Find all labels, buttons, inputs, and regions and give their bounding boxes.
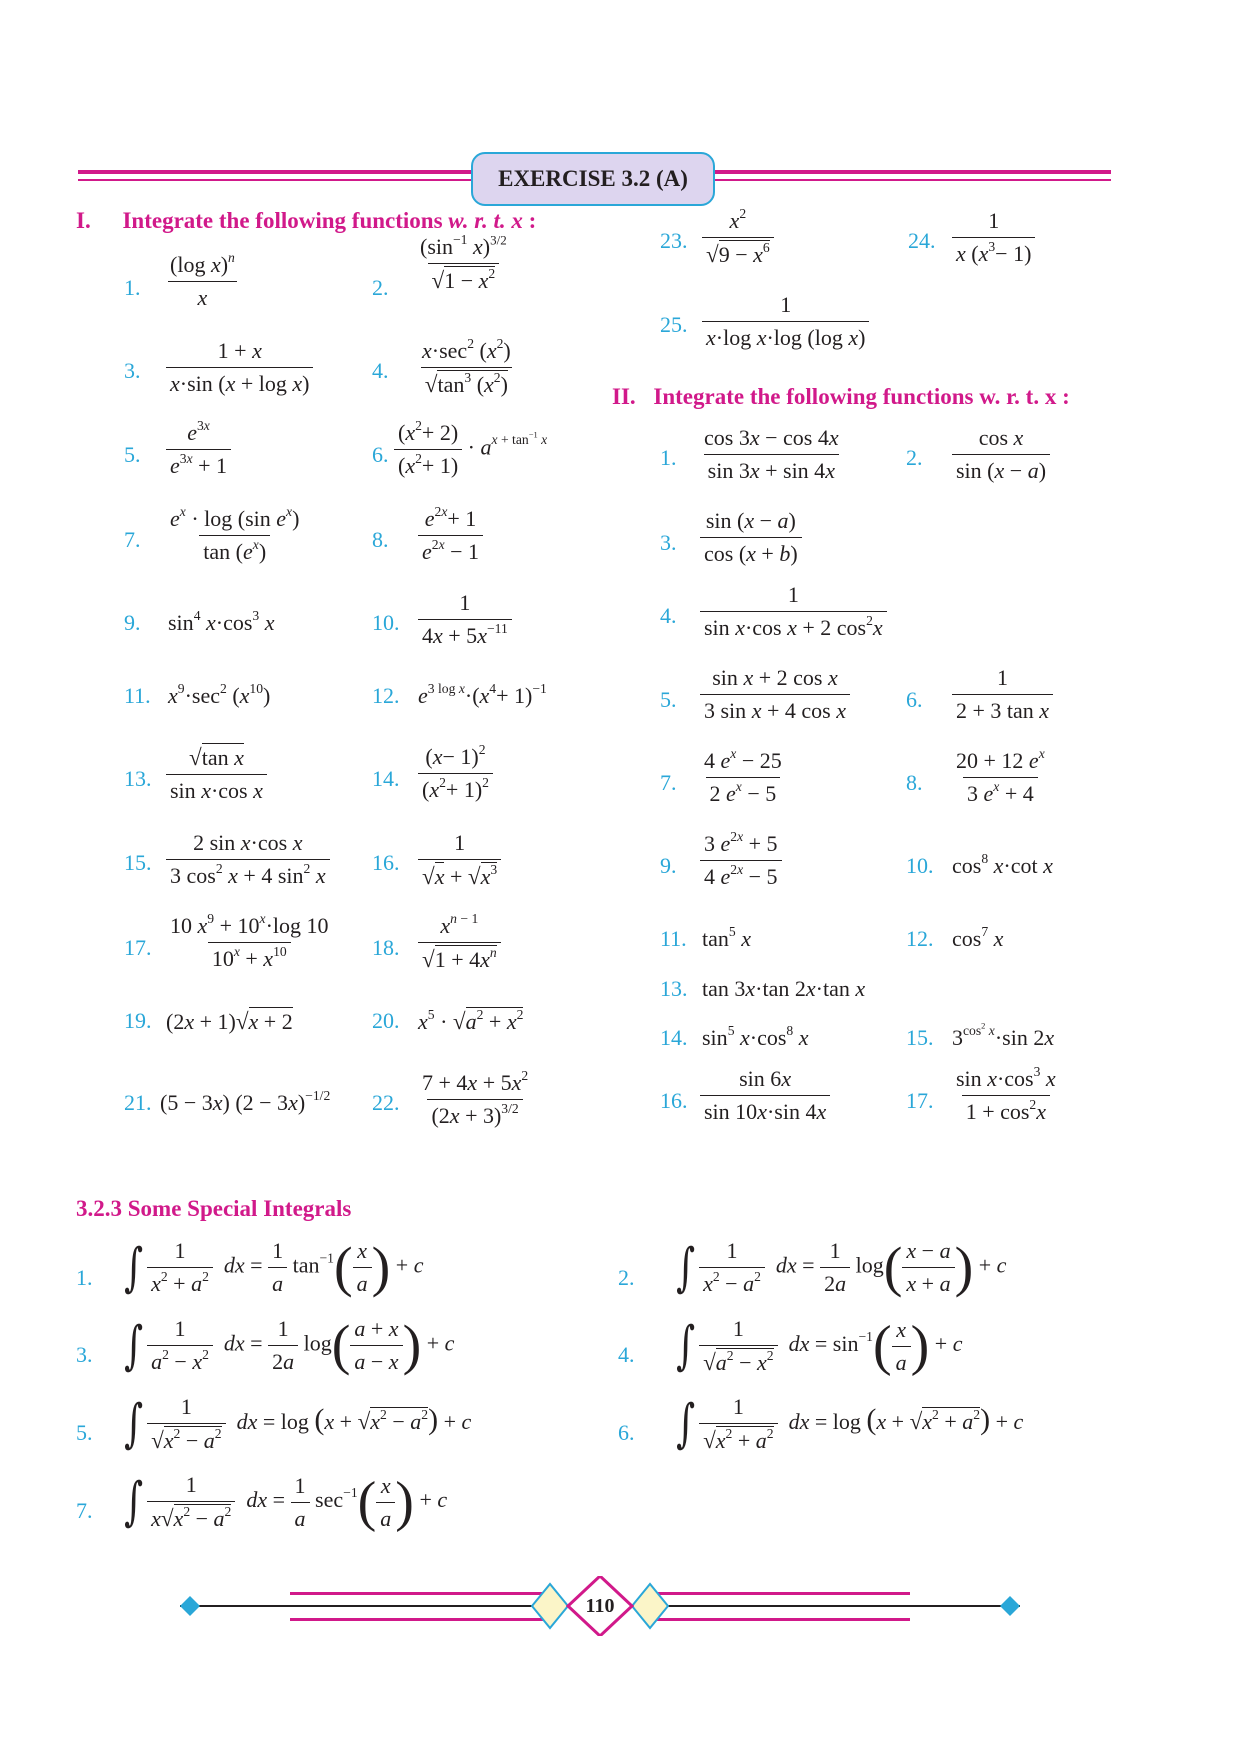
q22-number: 22. [372, 1090, 400, 1115]
q14-expression: $\frac{(x- 1)^2}{(x^2+ 1)^2}$ [418, 744, 493, 803]
special-5-number: 5. [76, 1420, 93, 1445]
q11-expression: $x^9\cdot\sec^2$ $(x^{10})$ [168, 680, 271, 708]
q6-number: 6. [372, 442, 389, 467]
section-2-roman: II. [612, 384, 636, 409]
q11-number: 11. [124, 683, 151, 708]
s2-q8-number: 8. [906, 770, 923, 795]
s2-q7-expression: $\frac{4 e^x - 25}{2 e^x - 5}$ [704, 745, 782, 806]
q5-number: 5. [124, 442, 141, 467]
q15-expression: $\frac{\text{2 sin x·cos x}}{3 \cos^2 x + 4 \sin^2 x}$ [166, 830, 330, 889]
s2-q5-number: 5. [660, 687, 677, 712]
q18-expression: $\frac{x^{n - 1}}{√1 + 4x^n}$ [418, 913, 501, 973]
q7-number: 7. [124, 527, 141, 552]
q16-expression: $\frac{1}{√x + √x^3}$ [418, 830, 501, 890]
q13-expression: $\frac{\text{√tan x}}{\text{sin x·cos x}}$ [166, 744, 267, 804]
q9-number: 9. [124, 610, 141, 635]
s2-q5-expression: $\frac{\text{sin x + 2 cos x}}{\text{3 sin x + 4 cos x}}$ [700, 665, 850, 724]
q6-expression: $\frac{(x^2+ 2)}{(x^2+ 1)}$ · $a^{x + tan^{-1} x}$ [394, 420, 547, 479]
special-3-number: 3. [76, 1342, 93, 1367]
q7-expression: $\frac{e^x \cdot \log (\sin e^x)}{\tan (e^x)}$ [170, 503, 300, 564]
q12-expression: $e^{3 log x}\cdot(x^4+ 1)^{-1}$ [418, 680, 547, 708]
s2-q17-number: 17. [906, 1088, 934, 1113]
s2-q2-number: 2. [906, 445, 923, 470]
s2-q4-expression: $\frac{1}{\sin x\cdot\cos x + 2 \cos^2x}$ [700, 582, 887, 641]
s2-q3-number: 3. [660, 530, 677, 555]
s2-q15-number: 15. [906, 1025, 934, 1050]
s2-q15-expression: $3^{cos^2 x}\cdot\sin$ 2x [952, 1020, 1055, 1050]
q1-number: 1. [124, 275, 141, 300]
special-4-number: 4. [618, 1342, 635, 1367]
special-1-number: 1. [76, 1265, 93, 1290]
q25-number: 25. [660, 312, 688, 337]
q24-number: 24. [908, 228, 936, 253]
special-6-number: 6. [618, 1420, 635, 1445]
s2-q17-expression: $\frac{\sin x\cdot\cos^3 x}{1 + \cos^2x}$ [956, 1063, 1056, 1124]
header-rule-left-top [78, 170, 472, 174]
q8-expression: $\frac{e^{2x}+ 1}{e^{2x} - 1}$ [418, 506, 483, 565]
s2-q14-number: 14. [660, 1025, 688, 1050]
s2-q12-expression: $\cos^7 x$ [952, 923, 1004, 951]
s2-q6-expression: $\frac{1}{\text{2 + 3 tan x}}$ [952, 665, 1053, 724]
q19-number: 19. [124, 1008, 152, 1033]
section-1-heading-text: Integrate the following functions [122, 208, 443, 233]
special-2-number: 2. [618, 1265, 635, 1290]
special-1-formula: ∫ $\frac{1}{x^2 + a^2}$ dx = $\frac{1}{a}$ $\tan^{-1}$( $\frac{x}{a}$ ) + c [124, 1236, 424, 1299]
q14-number: 14. [372, 766, 400, 791]
s2-q10-number: 10. [906, 853, 934, 878]
s2-q8-expression: $\frac{20 + 12 e^x}{3 e^x + 4}$ [956, 745, 1045, 806]
s2-q13-number: 13. [660, 976, 688, 1001]
q13-number: 13. [124, 766, 152, 791]
s2-q14-expression: $\sin^5 x\cdot\cos^8$ x [702, 1022, 809, 1050]
section-1-heading [76, 208, 536, 234]
special-7-formula: ∫ $\frac{1}{x√x^2 - a^2}$ dx = $\frac{1}{a}$ $\sec^{-1}$( $\frac{x}{a}$ ) + c [124, 1471, 448, 1533]
q9-expression: $\sin^4 x\cdot\cos^3$ x [168, 607, 275, 635]
s2-q1-expression: $\frac{\cos 3x - \cos 4x}{\sin 3x + \sin 4x}$ [704, 425, 839, 483]
q15-number: 15. [124, 850, 152, 875]
section-1-heading-italic: w. r. t. x [448, 208, 523, 233]
q21-expression: (5 − 3x) $(2 - 3x)^{-1/2}$ [160, 1087, 331, 1115]
s2-q11-expression: $\tan^5 x$ [702, 923, 751, 951]
q21-number: 21. [124, 1090, 152, 1115]
header-rule-right-bottom [711, 179, 1111, 181]
page-number: 110 [585, 1595, 615, 1617]
section-2-heading-text: Integrate the following functions w. r. t. x : [653, 384, 1070, 409]
q5-expression: $\frac{e^{3x}}{e^{3x} + 1}$ [166, 420, 231, 479]
s2-q9-expression: $\frac{3 e^{2x} + 5}{4 e^{2x} - 5}$ [700, 831, 782, 890]
s2-q10-expression: $\cos^8 x\cdot\cot$ x [952, 850, 1053, 878]
s2-q7-number: 7. [660, 770, 677, 795]
s2-q16-expression: $\frac{\sin 6x}{\sin 10x\cdot\sin 4x}$ [700, 1066, 830, 1125]
exercise-title: EXERCISE 3.2 (A) [471, 152, 715, 206]
q22-expression: $\frac{7 + 4x + 5x^2}{(2x + 3)^{3/2}}$ [422, 1067, 529, 1128]
special-5-formula: ∫ $\frac{1}{√x^2 - a^2}$ dx = $\log (x + √x^2 - a^2) + c$ [124, 1394, 472, 1454]
s2-q2-expression: $\frac{\text{cos x}}{\sin (x - a)}$ [952, 425, 1050, 484]
special-4-formula: ∫ $\frac{1}{√a^2 - x^2}$ dx = $\sin^{-1}$( $\frac{x}{a}$ ) + c [676, 1315, 963, 1377]
q12-number: 12. [372, 683, 400, 708]
q25-expression: $\frac{1}{\text{x·log x·log (log x)}}$ [702, 292, 869, 351]
special-integrals-heading: 3.2.3 Some Special Integrals [76, 1196, 352, 1221]
special-2-formula: ∫ $\frac{1}{x^2 - a^2}$ dx = $\frac{1}{2a}$ log( $\frac{x - a}{x + a}$ ) + c [676, 1236, 1007, 1299]
s2-q12-number: 12. [906, 926, 934, 951]
q20-number: 20. [372, 1008, 400, 1033]
q10-expression: $\frac{1}{4x + 5x^{-11}}$ [418, 590, 512, 649]
special-7-number: 7. [76, 1498, 93, 1523]
q16-number: 16. [372, 850, 400, 875]
q3-expression: $\frac{1 + x}{\text{x·sin (x + log x)}}$ [166, 338, 313, 397]
q8-number: 8. [372, 527, 389, 552]
q19-expression: (2x + 1)√x + 2 [166, 1008, 293, 1034]
section-2-heading [612, 384, 1070, 410]
header-rule-left-bottom [78, 179, 472, 181]
q2-number: 2. [372, 275, 389, 300]
s2-q1-number: 1. [660, 445, 677, 470]
q4-expression: $\frac{x\cdot\sec^2 (x^2)}{√\tan^3 (x^2)}$ [422, 335, 511, 397]
q17-expression: $\frac{10 x^9 + 10^x\cdot\log 10}{10^x + x^{10}}$ [170, 910, 329, 971]
header-rule-right-top [711, 170, 1111, 174]
special-6-formula: ∫ $\frac{1}{√x^2 + a^2}$ dx = $\log (x + √x^2 + a^2) + c$ [676, 1394, 1024, 1454]
q24-expression: $\frac{1}{x (x^3- 1)}$ [952, 208, 1035, 267]
q10-number: 10. [372, 610, 400, 635]
q3-number: 3. [124, 358, 141, 383]
special-3-formula: ∫ $\frac{1}{a^2 - x^2}$ dx = $\frac{1}{2a}$ log( $\frac{a + x}{a - x}$ ) + c [124, 1314, 455, 1377]
s2-q3-expression: $\frac{\sin (x - a)}{\cos (x + b)}$ [700, 508, 802, 567]
s2-q9-number: 9. [660, 853, 677, 878]
s2-q4-number: 4. [660, 603, 677, 628]
q18-number: 18. [372, 935, 400, 960]
section-1-heading-colon: : [528, 208, 537, 233]
s2-q6-number: 6. [906, 687, 923, 712]
s2-q16-number: 16. [660, 1088, 688, 1113]
q23-number: 23. [660, 228, 688, 253]
section-1-roman: I. [76, 208, 91, 233]
s2-q11-number: 11. [660, 926, 687, 951]
q2-expression: $\frac{(\sin^{-1} x)^{3/2}}{√1 - x^2}$ [420, 231, 507, 293]
q20-expression: $x^5 \cdot √a^2 + x^2$ [418, 1006, 524, 1034]
s2-q13-expression: tan 3x·tan 2x·tan x [702, 976, 866, 1001]
q1-expression: $\frac{(\log x)^n}{x}$ [166, 252, 239, 311]
q23-expression: $\frac{x^2}{√9 - x^6}$ [702, 208, 774, 268]
q4-number: 4. [372, 358, 389, 383]
q17-number: 17. [124, 935, 152, 960]
